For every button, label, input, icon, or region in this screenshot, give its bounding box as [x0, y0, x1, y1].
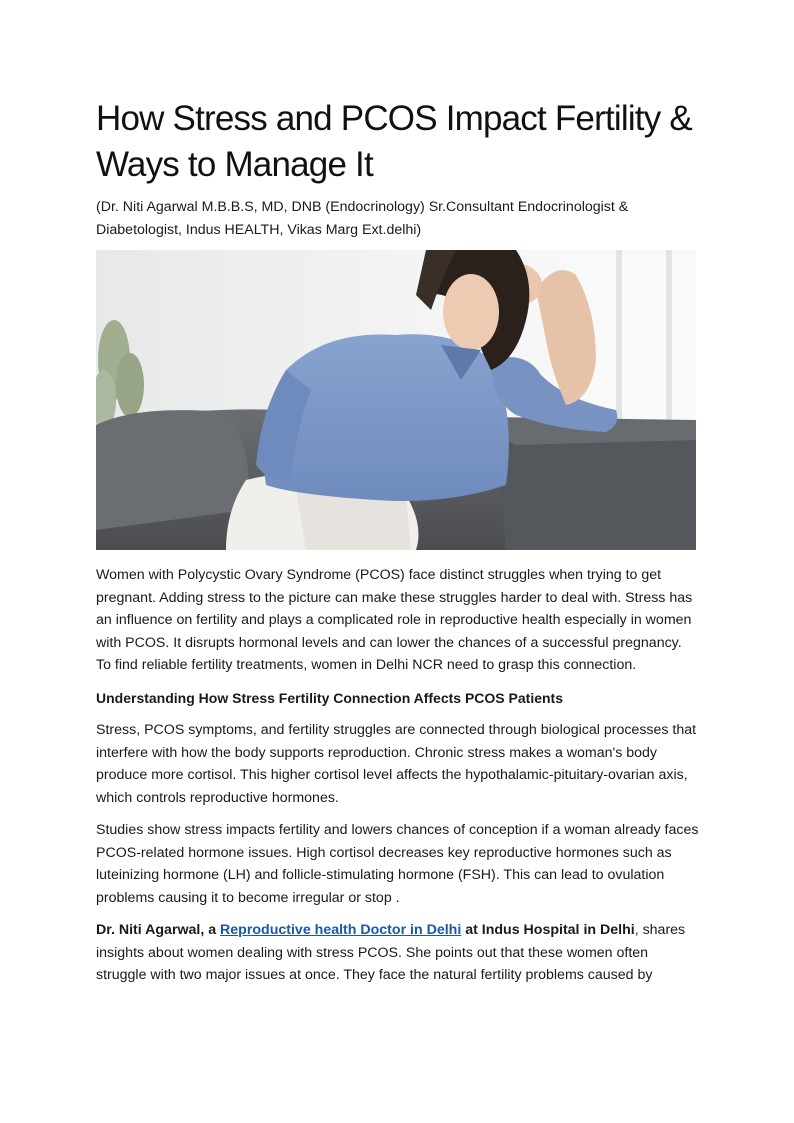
doctor-insight-text: , shares insights about women dealing with stress PCOS. She points out that these women often struggle with two major issues at once. They face the natural fertility problems caused by [96, 922, 686, 983]
paragraph-cortisol: Stress, PCOS symptoms, and fertility struggles are connected through biological processes that interfere with how the body supports reproduction. Chronic stress makes a woman's body produce more cortisol. This higher cortisol level affects the hypothalamic-pituitary-ovarian axis, which controls reproductive hormones. [96, 722, 697, 806]
title-line-2: Ways to Manage It [96, 145, 373, 184]
article-title [96, 96, 700, 188]
hospital-name: at Indus Hospital in Delhi [461, 922, 635, 938]
intro-paragraph: Women with Polycystic Ovary Syndrome (PCOS) face distinct struggles when trying to get pregnant. Adding stress to the picture can make these struggles harder to deal with. Stress has an influence on fertility and plays a complicated role in reproductive health especially in women with PCOS. It disrupts hormonal levels and can lower the chances of a successful pregnancy. To find reliable fertility treatments, women in Delhi NCR need to grasp this connection. [96, 567, 693, 673]
section-heading: Understanding How Stress Fertility Connection Affects PCOS Patients [96, 689, 563, 706]
doctor-name-lead: Dr. Niti Agarwal, a [96, 922, 221, 938]
article-body [96, 96, 700, 987]
author-byline: (Dr. Niti Agarwal M.B.B.S, MD, DNB (Endocrinology) Sr.Consultant Endocrinologist & Diabetologist, Indus HEALTH, Vikas Marg Ext.delhi) [96, 199, 629, 238]
paragraph-doctor-insight [96, 919, 700, 987]
paragraph-studies: Studies show stress impacts fertility and lowers chances of conception if a woman already faces PCOS-related hormone issues. High cortisol decreases key reproductive hormones such as luteinizing hormone (LH) and follicle-stimulating hormone (FSH). This can lead to ovulation problems causing it to become irregular or stop . [96, 822, 699, 906]
reproductive-health-doctor-link[interactable]: Reproductive health Doctor in Delhi [220, 922, 462, 938]
title-line-1: How Stress and PCOS Impact Fertility & [96, 99, 692, 138]
stressed-woman-photo-icon [96, 250, 696, 550]
